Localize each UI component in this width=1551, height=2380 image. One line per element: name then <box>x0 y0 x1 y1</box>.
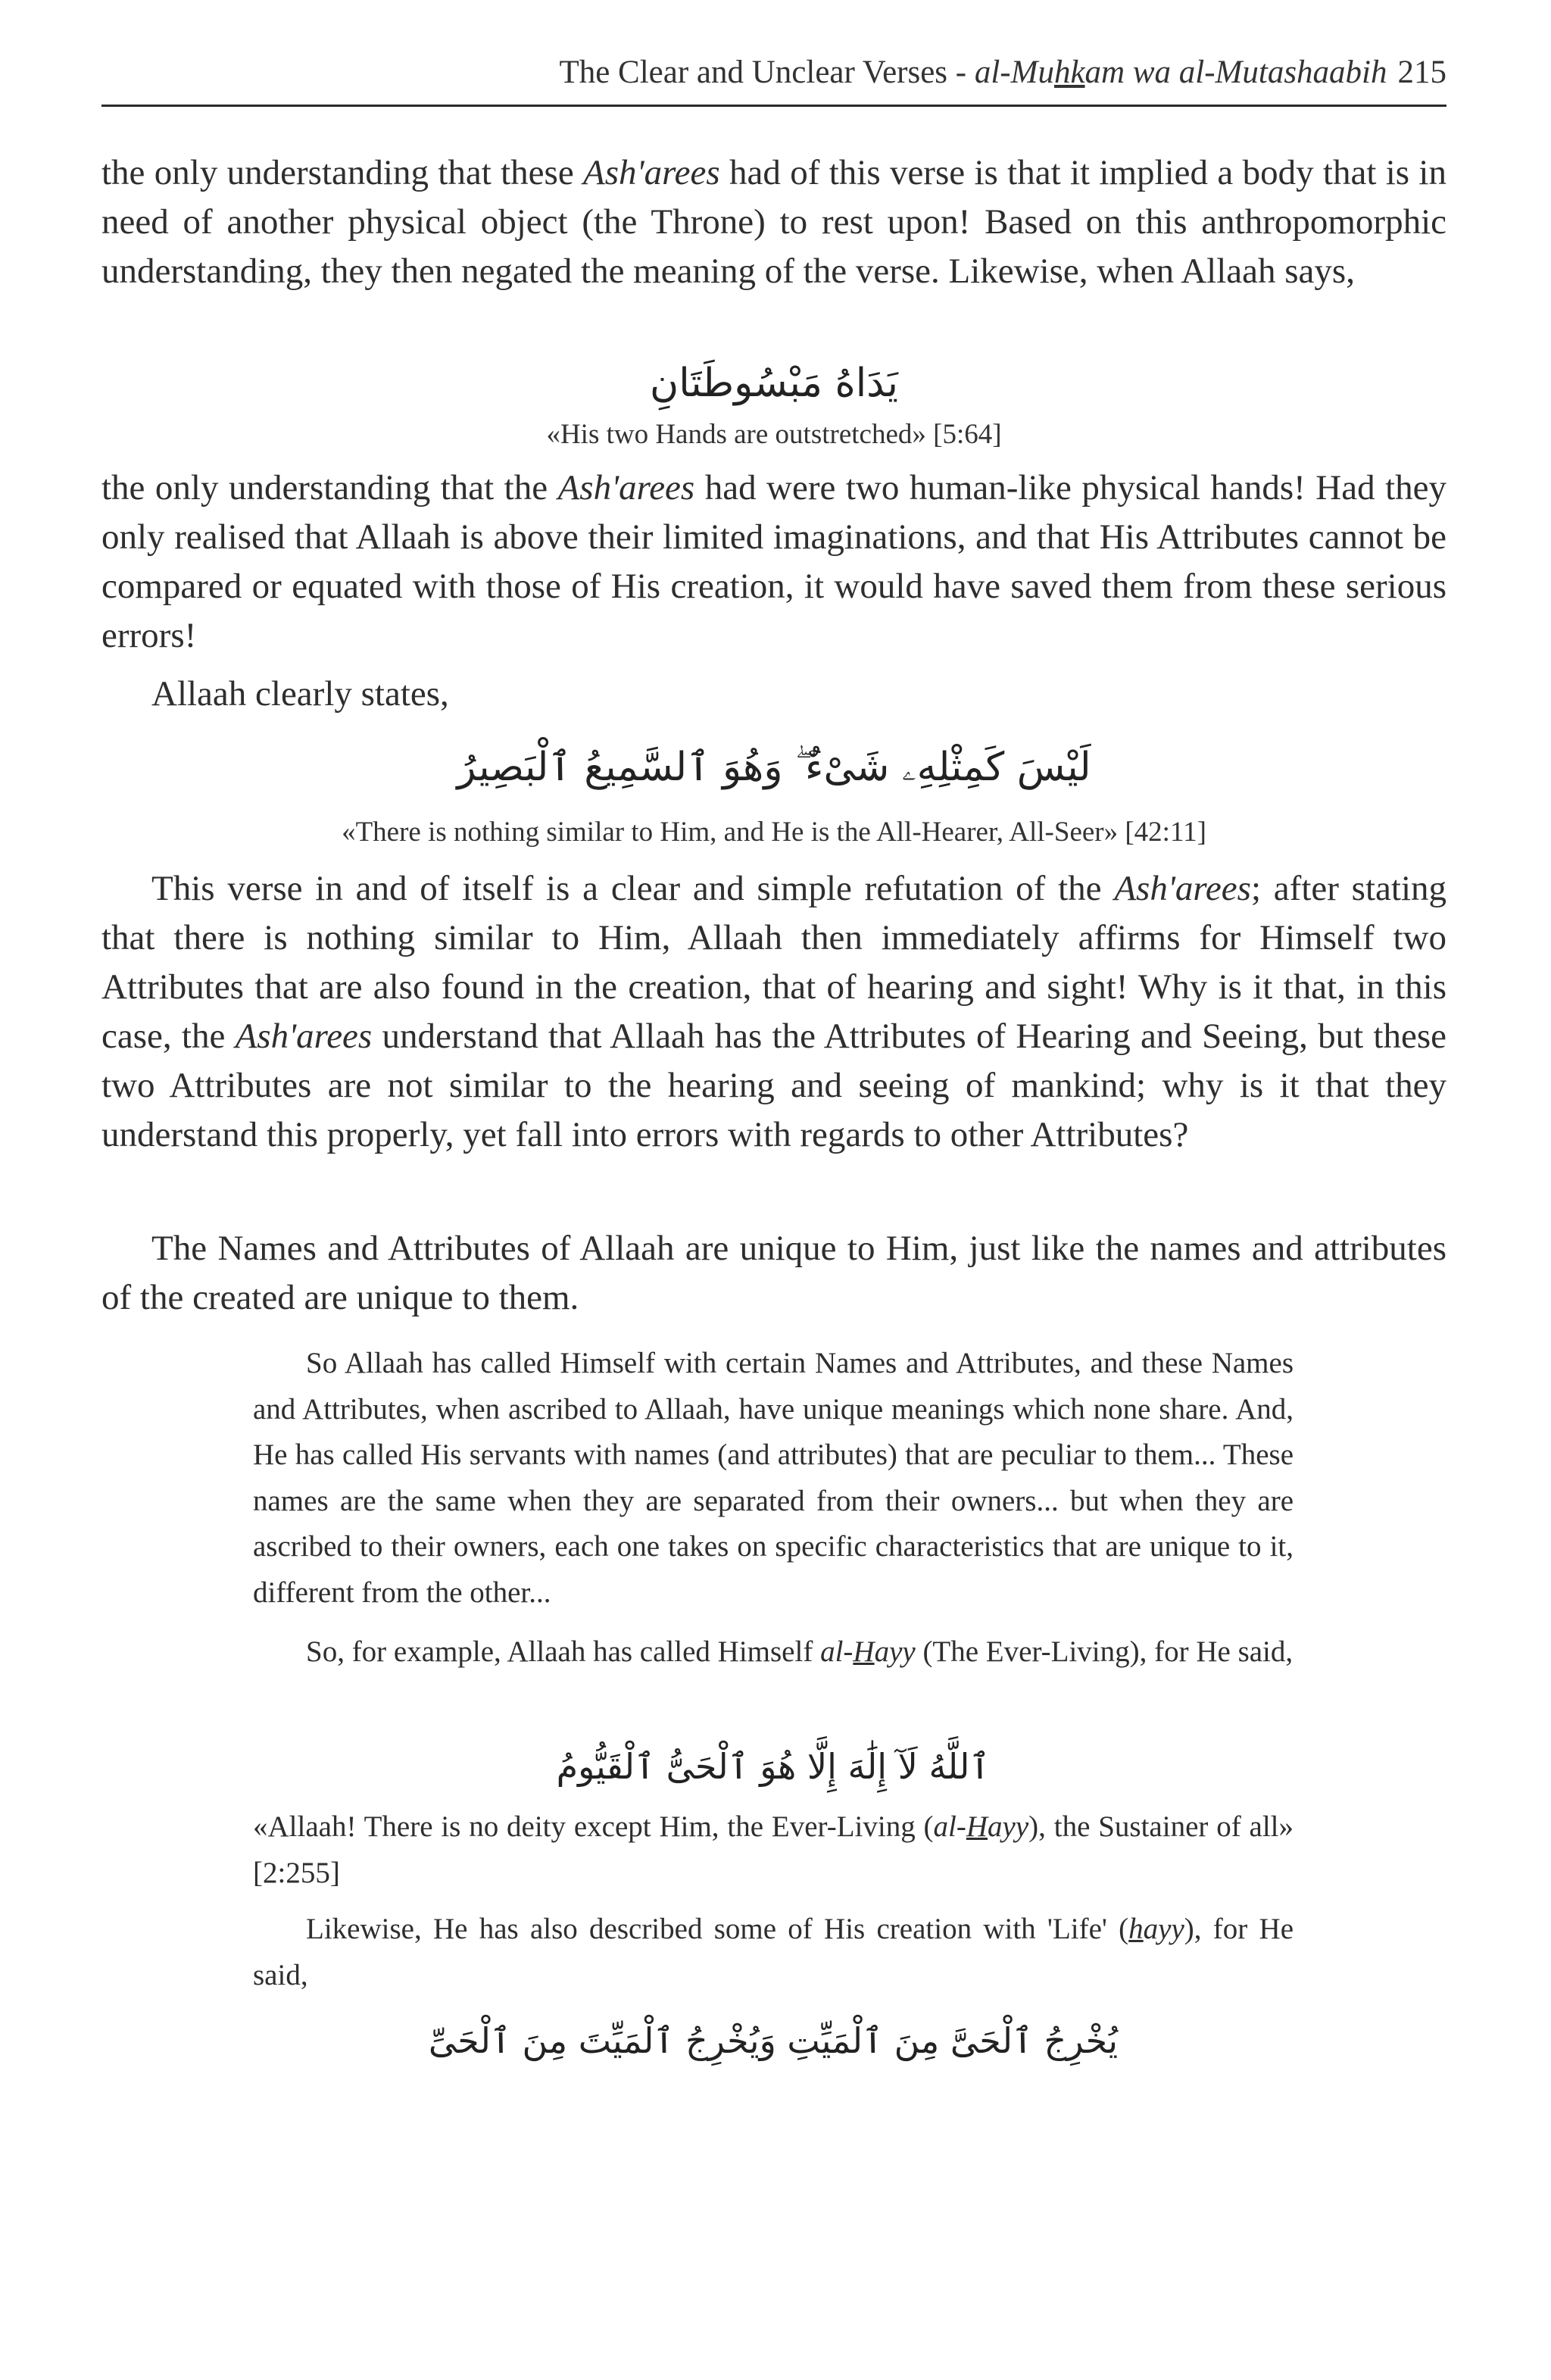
paragraph-1: the only understanding that these Ash'arees had of this verse is that it implied a body that is in need of another physical object (the Throne) to rest upon! Based on this anthropomorphic understanding, they then negated the meaning of the verse. Likewise, when Allaah says, <box>101 153 1446 291</box>
running-header <box>101 50 1446 107</box>
arabic-verse-2: لَيْسَ كَمِثْلِهِۦ شَىْءٌ ۖ وَهُوَ ٱلسَّمِيعُ ٱلْبَصِيرُ <box>457 745 1091 790</box>
quote-paragraph-1: So Allaah has called Himself with certain Names and Attributes, and these Names and Attributes, when ascribed to Allaah, have unique meanings which none share. And, He has called His servants with names (and attributes) that are peculiar to them... These names are the same when they are separated from their owners... but when they are ascribed to their owners, each one takes on specific characteristics that are unique to it, different from the other... <box>253 1347 1294 1609</box>
quote-paragraph-2: So, for example, Allaah has called Himself al-Hayy (The Ever-Living), for He said, <box>306 1635 1294 1668</box>
verse-translation-3: «Allaah! There is no deity except Him, the Ever-Living (al-Hayy), the Sustainer of all» [2:255] <box>253 1810 1294 1889</box>
block-quote <box>253 1341 1294 2071</box>
verse-translation-2: «There is nothing similar to Him, and He is the All-Hearer, All-Seer» [42:11] <box>342 817 1206 848</box>
arabic-verse-3: ٱللَّهُ لَآ إِلَٰهَ إِلَّا هُوَ ٱلْحَىُّ ٱلْقَيُّومُ <box>556 1746 991 1787</box>
page-body <box>101 148 1446 2071</box>
paragraph-2: the only understanding that the Ash'arees had were two human-like physical hands! Had they only realised that Allaah is above their limited imaginations, and that His Attributes cannot be compared or equated with those of His creation, it would have saved them from these serious errors! <box>101 468 1446 655</box>
book-page <box>101 0 1446 2380</box>
verse-translation-1: «His two Hands are outstretched» [5:64] <box>546 419 1002 450</box>
quote-paragraph-3: Likewise, He has also described some of His creation with 'Life' (hayy), for He said, <box>253 1913 1294 1991</box>
arabic-verse-1: يَدَاهُ مَبْسُوطَتَانِ <box>650 361 898 406</box>
page-number: 215 <box>1397 55 1446 90</box>
header-title-italic: al-Muhkam wa al-Mutashaabih <box>974 55 1387 90</box>
paragraph-3: Allaah clearly states, <box>151 674 449 714</box>
header-title: The Clear and Unclear Verses - <box>559 55 975 90</box>
paragraph-4: This verse in and of itself is a clear and simple refutation of the Ash'arees; after stating that there is nothing similar to Him, Allaah then immediately affirms for Himself two Attributes that are also found in the creation, that of hearing and sight! Why is it that, in this case, the Ash'arees understand that Allaah has the Attributes of Hearing and Seeing, but these two Attributes are not similar to the hearing and seeing of mankind; why is it that they understand this properly, yet fall into errors with regards to other Attributes? <box>101 869 1447 1154</box>
arabic-verse-4: يُخْرِجُ ٱلْحَىَّ مِنَ ٱلْمَيِّتِ وَيُخْرِجُ ٱلْمَيِّتَ مِنَ ٱلْحَىِّ <box>428 2020 1119 2061</box>
paragraph-5: The Names and Attributes of Allaah are unique to Him, just like the names and attributes of the created are unique to them. <box>101 1229 1446 1317</box>
